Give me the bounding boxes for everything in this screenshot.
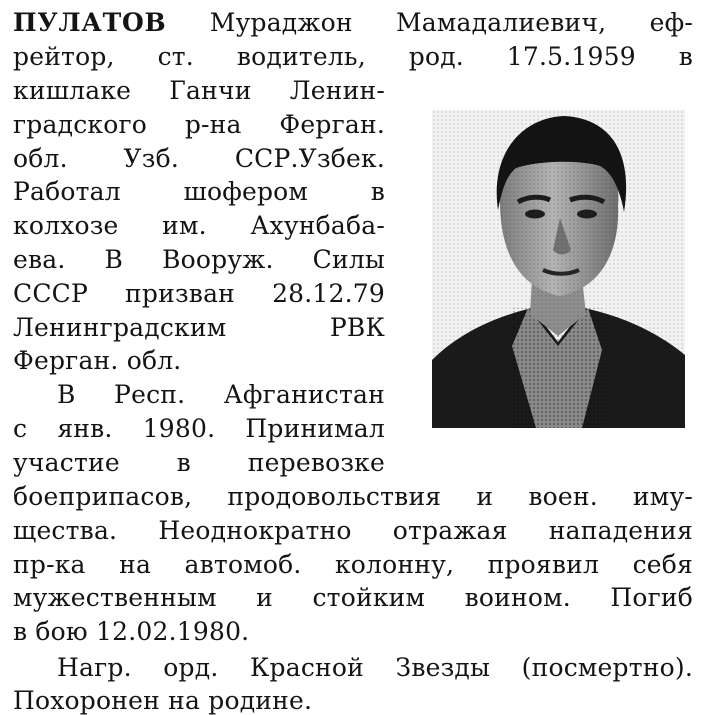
text-line-1 (13, 10, 693, 35)
text-line-17: пр-ка на автомоб. колонну, проявил себя (13, 550, 693, 579)
portrait-image (432, 110, 685, 428)
text-line-11: Ферган. обл. (13, 346, 182, 375)
text-line-8: ева. В Вооруж. Силы (13, 245, 385, 274)
text-line-15: боеприпасов, продовольствия и воен. иму- (13, 482, 693, 511)
text-line-18: мужественным и стойким воином. Погиб (13, 583, 693, 612)
text-line-19: в бою 12.02.1980. (13, 617, 250, 646)
text-line-7: колхозе им. Ахунбаба- (13, 211, 385, 240)
surname: ПУЛАТОВ (13, 8, 167, 37)
text-line-16: щества. Неоднократно отражая нападения (13, 516, 693, 545)
text-line-4: градского р-на Ферган. (13, 110, 385, 139)
text-line-3: кишлаке Ганчи Ленин- (13, 76, 385, 105)
text-line-10: Ленинградским РВК (13, 313, 385, 342)
text-line-12: В Респ. Афганистан (57, 380, 385, 409)
text-line-13: с янв. 1980. Принимал (13, 414, 385, 443)
text-line-5: обл. Узб. ССР.Узбек. (13, 144, 385, 173)
text-line-20: Нагр. орд. Красной Звезды (посмертно). (57, 653, 693, 682)
text-line-21: Похоронен на родине. (13, 686, 313, 715)
name-rest: Мураджон Мамадалиевич, еф- (166, 8, 693, 37)
text-line-14: участие в перевозке (13, 448, 385, 477)
text-line-2: рейтор, ст. водитель, род. 17.5.1959 в (13, 42, 693, 71)
text-line-9: СССР призван 28.12.79 (13, 279, 385, 308)
text-line-6: Работал шофером в (13, 177, 385, 206)
portrait-photo (432, 110, 685, 428)
